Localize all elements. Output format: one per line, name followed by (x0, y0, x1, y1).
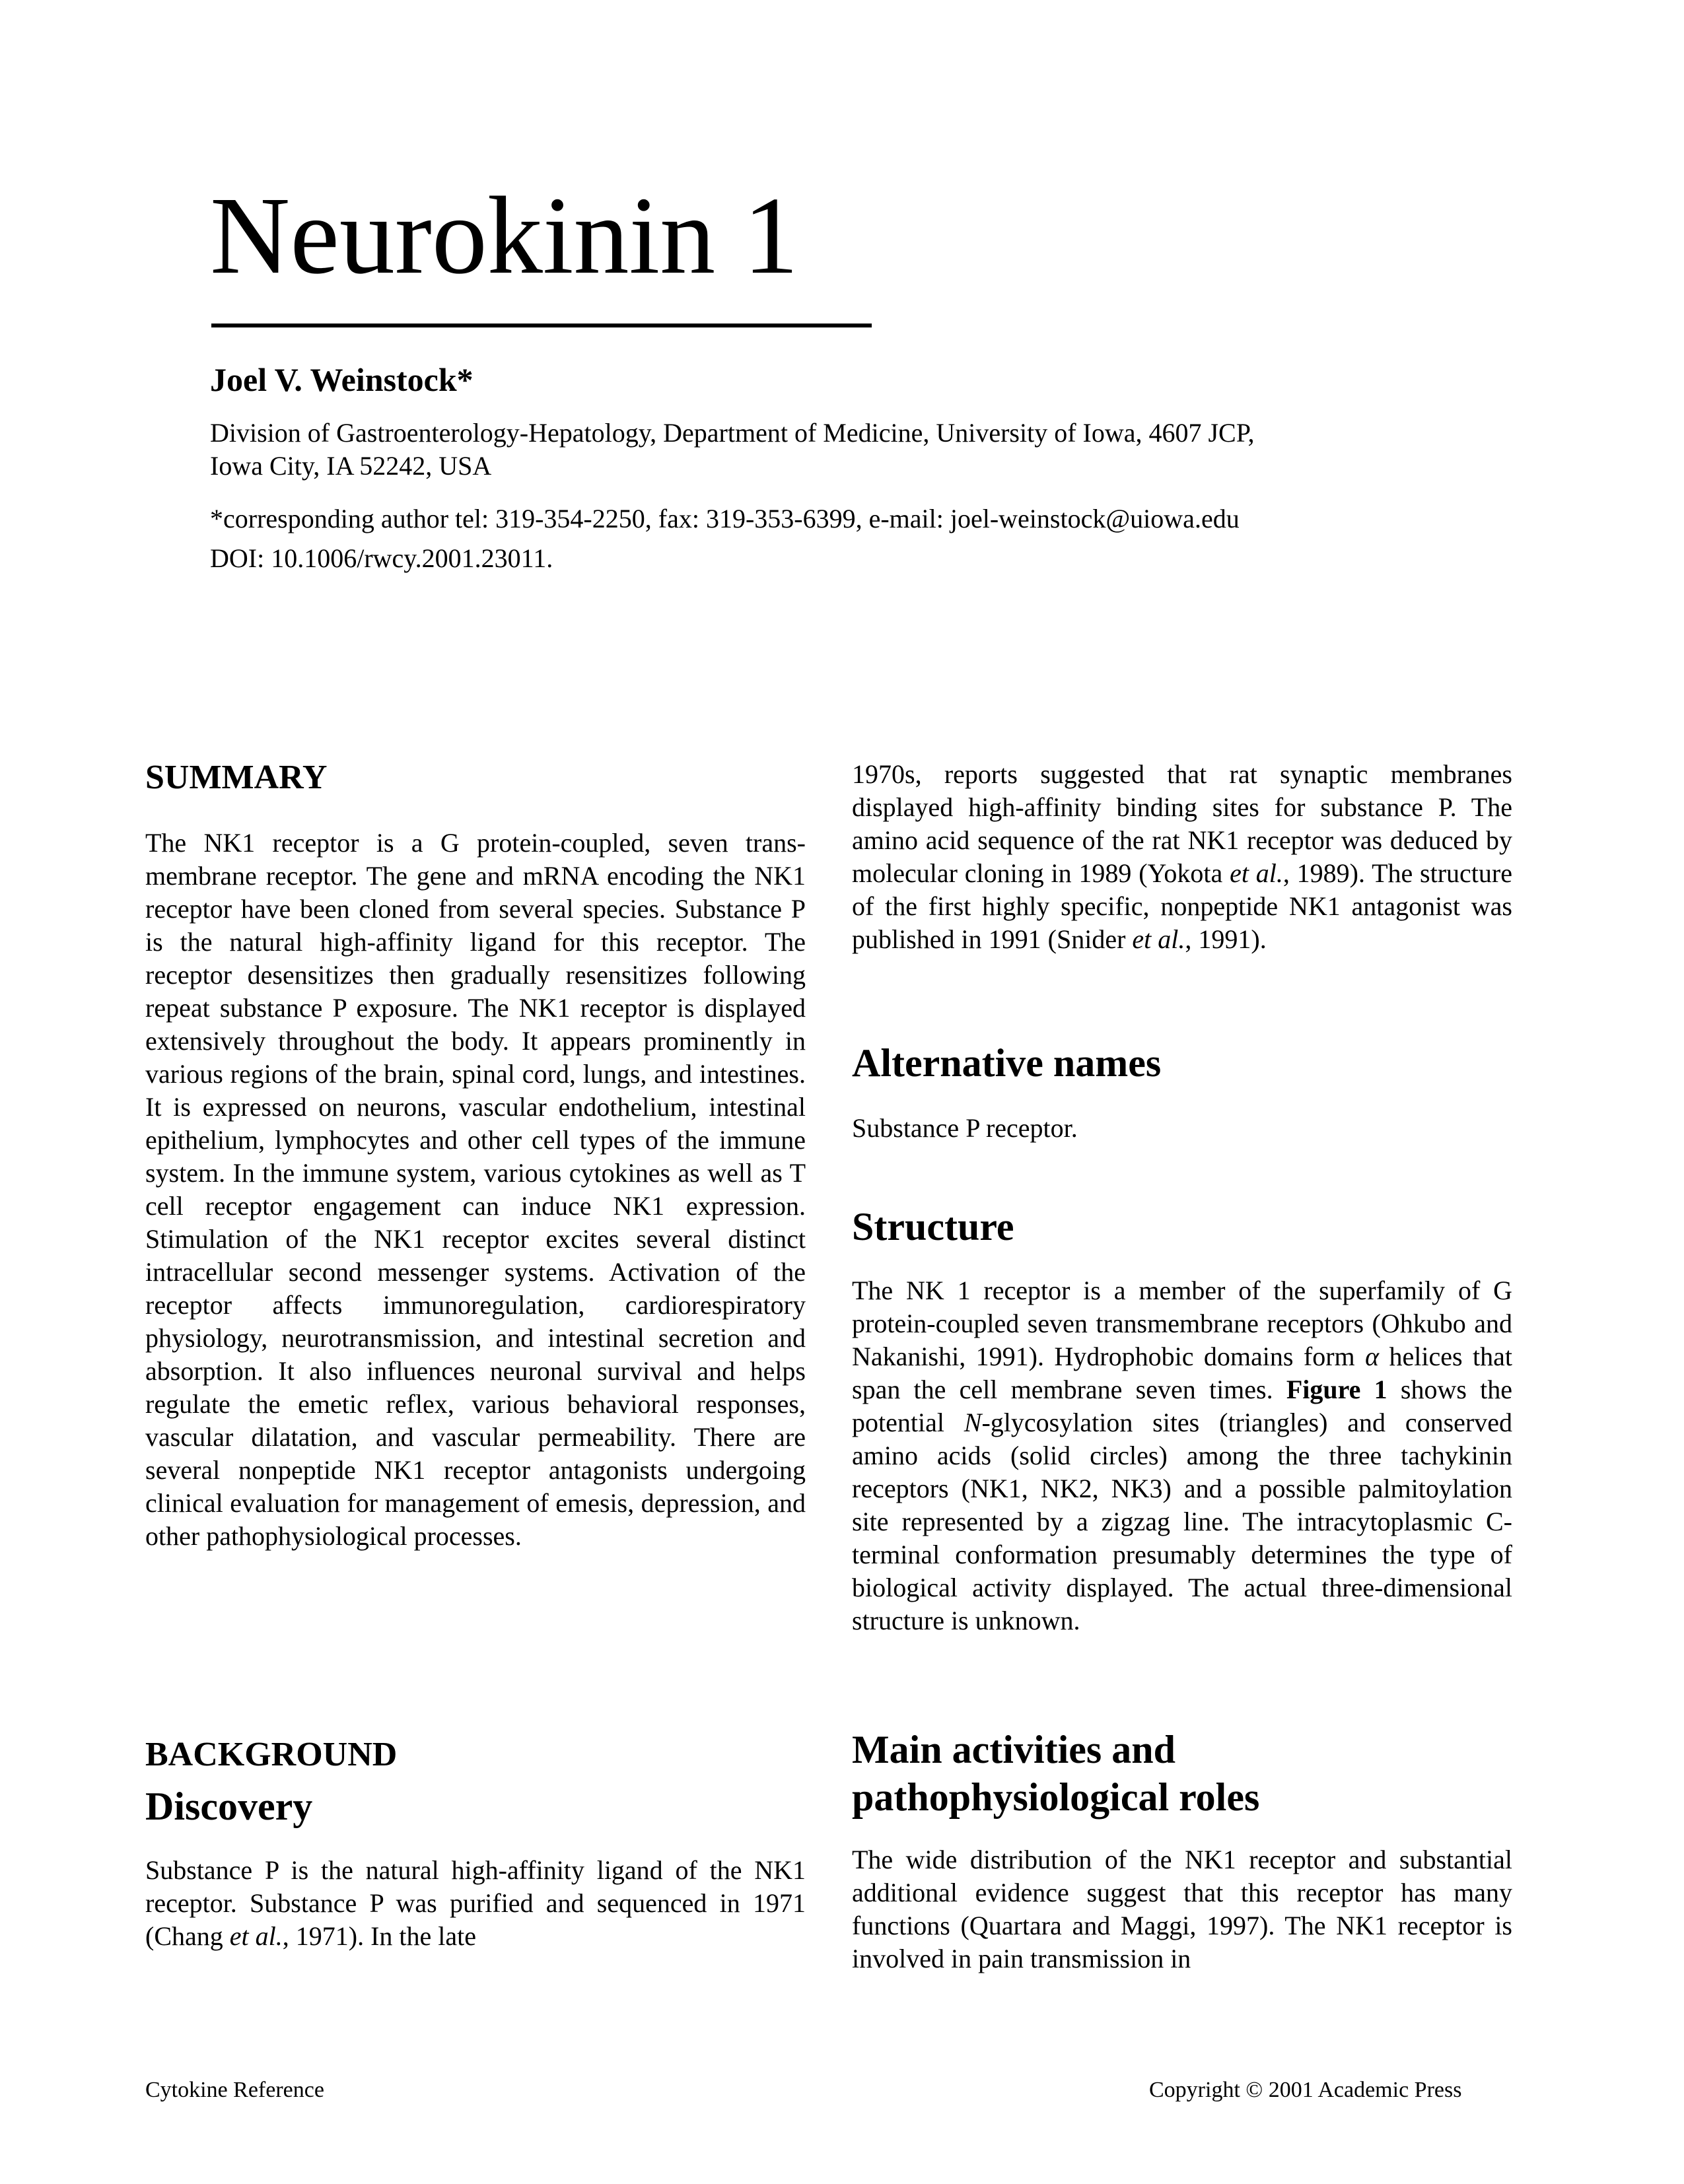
article-title: Neurokinin 1 (210, 174, 799, 297)
discovery-heading: Discovery (145, 1785, 313, 1828)
summary-heading: SUMMARY (145, 759, 328, 796)
main-activities-text: The wide distribution of the NK1 receptor and substantial additional evidence suggest that this receptor has many functions (Quartara and Maggi, 1997). The NK1 receptor is involved in pain transmission in (852, 1845, 1512, 1973)
title-divider (211, 324, 872, 327)
alternative-names-heading: Alternative names (852, 1041, 1162, 1085)
background-heading: BACKGROUND (145, 1736, 398, 1773)
alternative-names-text: Substance P receptor. (852, 1113, 1078, 1143)
main-activities-section (852, 1726, 1512, 1975)
author-name: Joel V. Weinstock* (210, 361, 474, 398)
structure-section (852, 1203, 1512, 1637)
footer-copyright: Copyright © 2001 Academic Press (1149, 2078, 1462, 2102)
discovery-text-continued-right: 1970s, reports suggested that rat synaptic membranes displayed high-affinity binding sites for substance P. The amino acid sequence of the rat NK1 receptor was deduced by molecular cloning in 1989 (Yokota et al., 1989). The structure of the first highly specific, nonpeptide NK1 antagonist was published in 1991 (Snider et al., 1991). (852, 759, 1512, 954)
structure-heading: Structure (852, 1205, 1014, 1248)
structure-text: The NK 1 receptor is a member of the superfamily of G protein-coupled seven transmembrane receptors (Ohkubo and Nakanishi, 1991). Hydrophobic domains form α helices that span the cell membrane seven times. Figure 1 shows the potential N-glycosylation sites (triangles) and conserved amino acids (solid circles) among the three tachykinin receptors (NK1, NK2, NK3) and a possible palmitoylation site represented by a zigzag line. The intracytoplasmic C-terminal conformation presumably determines the type of biological activity displayed. The actual three-dimensional structure is unknown. (852, 1276, 1513, 1635)
discovery-continued (852, 758, 1512, 956)
main-activities-heading-line-2: pathophysiological roles (852, 1775, 1260, 1819)
corresponding-author: *corresponding author tel: 319-354-2250, fax: 319-353-6399, e-mail: joel-weinstock@uiowa.edu (210, 504, 1240, 533)
footer-journal: Cytokine Reference (145, 2078, 324, 2102)
discovery-text-start: Substance P is the natural high-affinity ligand of the NK1 receptor. Substance P was purified and sequenced in 1971 (Chang et al., 1971). In the late (145, 1855, 806, 1951)
summary-text: The NK1 receptor is a G protein-coupled, seven transmembrane receptor. The gene and mRNA encoding the NK1 receptor have been cloned from several species. Substance P is the natural high-affinity ligand for this receptor. The receptor desensitizes then gradually resensitizes following repeat substance P exposure. The NK1 receptor is displayed extensively throughout the body. It appears prominently in various regions of the brain, spinal cord, lungs, and intestines. It is expressed on neurons, vascular endothelium, intestinal epithelium, lymphocytes and other cell types of the immune system. In the immune system, various cytokines as well as T cell receptor engagement can induce NK1 expression. Stimulation of the NK1 receptor excites several distinct intracellular second messenger systems. Activation of the receptor affects immunoregulation, cardiorespiratory physiology, neurotransmission, and intestinal secretion and absorption. It also influences neuronal survival and helps regulate the emetic reflex, various behavioral responses, vascular dilatation, and vascular permeability. There are several nonpeptide NK1 receptor antagonists undergoing clinical evaluation for management of emesis, depression, and other pathophysiological processes. (145, 828, 806, 1551)
figure-1-reference: Figure 1 (1286, 1375, 1387, 1404)
doi: DOI: 10.1006/rwcy.2001.23011. (210, 543, 553, 573)
alternative-names-section (852, 1039, 1512, 1145)
summary-section (145, 758, 806, 1553)
discovery-text-continued: , 1971). In the late (282, 1921, 476, 1951)
background-section (145, 1735, 806, 1953)
main-activities-heading-line-1: Main activities and (852, 1728, 1175, 1771)
affiliation-line-1: Division of Gastroenterology-Hepatology, Department of Medicine, University of Iowa, 4607 JCP, (210, 418, 1255, 448)
affiliation-line-2: Iowa City, IA 52242, USA (210, 451, 492, 481)
